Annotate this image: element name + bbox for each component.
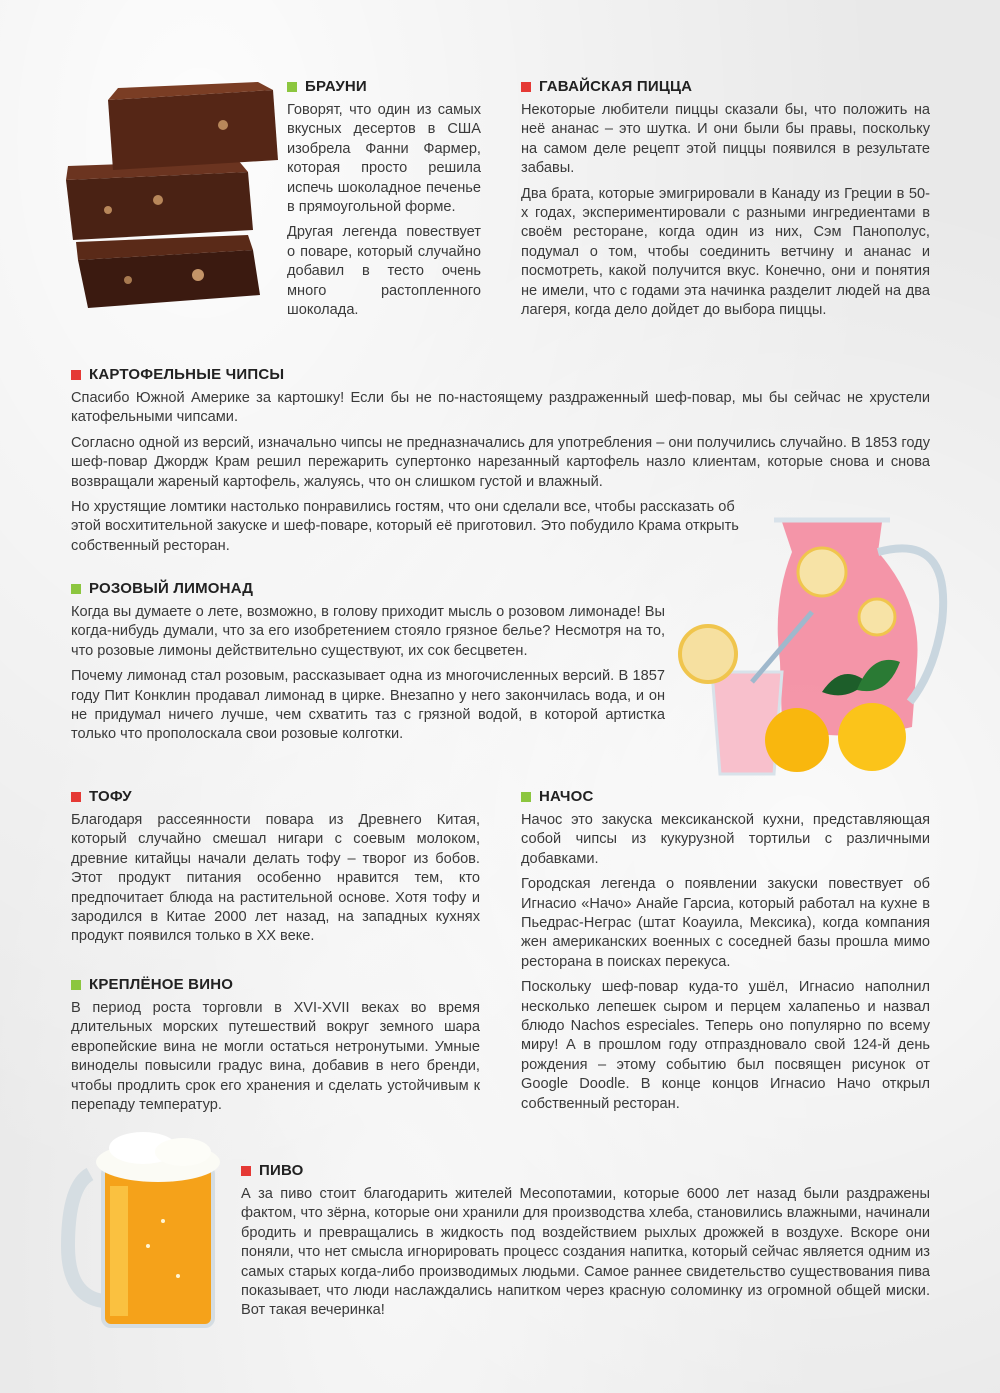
- paragraph: Почему лимонад стал розовым, рассказывает одна из многочисленных версий. В 1857 году Пит Конклин продавал лимонад в цирке. Внезапно у него закончилась вода, и он не придумал ничего лучше, чем схватить таз с грязной водой, в которой артистка только что прополоскала свои розовые колготки.: [71, 668, 665, 743]
- paragraph: В период роста торговли в XVI-XVII веках во время длительных морских путешествий вокруг земного шара европейские вина не могли остаться нетронутыми. Умные виноделы повысили градус вина, добавив в него бренди, чтобы продлить срок его хранения и сделать устойчивым к перепаду температур.: [71, 1000, 480, 1114]
- bullet-marker: [241, 1166, 251, 1176]
- bullet-marker: [521, 82, 531, 92]
- paragraph: Но хрустящие ломтики настолько понравились гостям, что они сделали все, чтобы рассказать об этой восхитительной закуске и шеф-поваре, который её приготовил. Это побудило Крама открыть собственный ресторан.: [71, 499, 739, 554]
- paragraph: Два брата, которые эмигрировали в Канаду из Греции в 50-х годах, экспериментировали с разными ингредиентами в своём ресторане, когда один из них, Сэм Панополус, подумал о том, чтобы соединить ветчину и ананас и посмотреть, какой получится вкус. Конечно, они и понятия не имели, что с годами эта начинка разделит людей на два лагеря, когда дело дойдет до выбора пиццы.: [521, 185, 930, 319]
- bullet-marker: [71, 980, 81, 990]
- section-nachos: [521, 788, 930, 1120]
- paragraph: Начос это закуска мексиканской кухни, представляющая собой чипсы из кукурузной тортильи с различными добавками.: [521, 812, 930, 867]
- paragraph: Городская легенда о появлении закуски повествует об Игнасио «Начо» Анайе Гарсиа, который работал на кухне в Пьедрас-Неграс (штат Коауила, Мексика), когда компания жен американских военных с соседней базы прошла мимо ресторана в поисках перекуса.: [521, 876, 930, 970]
- bullet-marker: [287, 82, 297, 92]
- paragraph: Когда вы думаете о лете, возможно, в голову приходит мысль о розовом лимонаде! Вы когда-нибудь думали, что за его изобретением стояло грязное белье? Несмотря на то, что розовые лимоны действительно существуют, их сок бесцветен.: [71, 604, 665, 659]
- section-hawaiian-pizza: [521, 78, 930, 326]
- paragraph: А за пиво стоит благодарить жителей Месопотамии, которые 6000 лет назад были раздражены фактом, что зёрна, которые они хранили для производства хлеба, становились влажными, начинали бродить и превращались в жидкость под воздействием рыхлых дрожжей в воздухе. Вскоре они поняли, что нет смысла игнорировать процесс создания напитка, который сейчас является одним из самых старых когда-либо производимых людьми. Самое раннее свидетельство существования пива показывает, что люди наслаждались напитком через красную соломинку из огромной общей миски. Вот такая вечеринка!: [241, 1186, 930, 1319]
- section-title: ТОФУ: [89, 788, 132, 805]
- section-fortified-wine: [71, 976, 480, 1121]
- paragraph: Говорят, что один из самых вкусных десертов в США изобрела Фанни Фармер, которая просто решила испечь шоколадное печенье в прямоугольной форме.: [287, 102, 481, 216]
- bullet-marker: [521, 792, 531, 802]
- section-title: КРЕПЛЁНОЕ ВИНО: [89, 976, 234, 993]
- bullet-marker: [71, 584, 81, 594]
- bullet-marker: [71, 792, 81, 802]
- section-brownie: [287, 78, 481, 326]
- paragraph: Другая легенда повествует о поваре, который случайно добавил в тесто очень много растопленного шоколада.: [287, 224, 481, 319]
- paragraph: Спасибо Южной Америке за картошку! Если бы не по-настоящему раздраженный шеф-повар, мы бы сейчас не хрустели катофельными чипсами.: [71, 390, 930, 426]
- section-title: РОЗОВЫЙ ЛИМОНАД: [89, 580, 254, 597]
- section-pink-lemonade: [71, 580, 665, 751]
- pink-lemonade-image: [672, 512, 954, 780]
- section-title: ГАВАЙСКАЯ ПИЦЦА: [539, 78, 693, 95]
- beer-mug-image: [48, 1126, 224, 1336]
- section-title: НАЧОС: [539, 788, 594, 805]
- section-beer: [241, 1162, 930, 1327]
- brownie-image: [48, 80, 280, 310]
- bullet-marker: [71, 370, 81, 380]
- paragraph: Благодаря рассеянности повара из Древнего Китая, который случайно смешал нигари с соевым молоком, древние китайцы начали делать тофу – творог из бобов. Этот продукт питания особенно нравится тем, кто предпочитает блюда на растительной основе. Хотя тофу и зародился в Китае 2000 лет назад, на западных кухнях продукт появился только в XX веке.: [71, 812, 480, 945]
- section-title: БРАУНИ: [305, 78, 367, 95]
- paragraph: Некоторые любители пиццы сказали бы, что положить на неё ананас – это шутка. И они были бы правы, поскольку на самом деле рецепт этой пиццы появился в результате забавы.: [521, 102, 930, 177]
- section-title: КАРТОФЕЛЬНЫЕ ЧИПСЫ: [89, 366, 285, 383]
- paragraph: Согласно одной из версий, изначально чипсы не предназначались для употребления – они получились случайно. В 1853 году шеф-повар Джордж Крам решил пережарить супертонко нарезанный картофель назло клиентам, которые снова и снова возвращали жареный картофель, жалуясь, что он слишком густой и влажный.: [71, 434, 930, 490]
- section-title: ПИВО: [259, 1162, 304, 1179]
- section-tofu: [71, 788, 480, 953]
- paragraph: Поскольку шеф-повар куда-то ушёл, Игнасио наполнил несколько лепешек сыром и перцем халапеньо и назвал блюдо Nachos especiales. Теперь оно популярно по всему миру! А в прошлом году отпраздновало свой 124-й день рождения – этому событию был посвящен рисунок от Google Doodle. В конце концов Игнасио Начо открыл собственный ресторан.: [521, 979, 930, 1112]
